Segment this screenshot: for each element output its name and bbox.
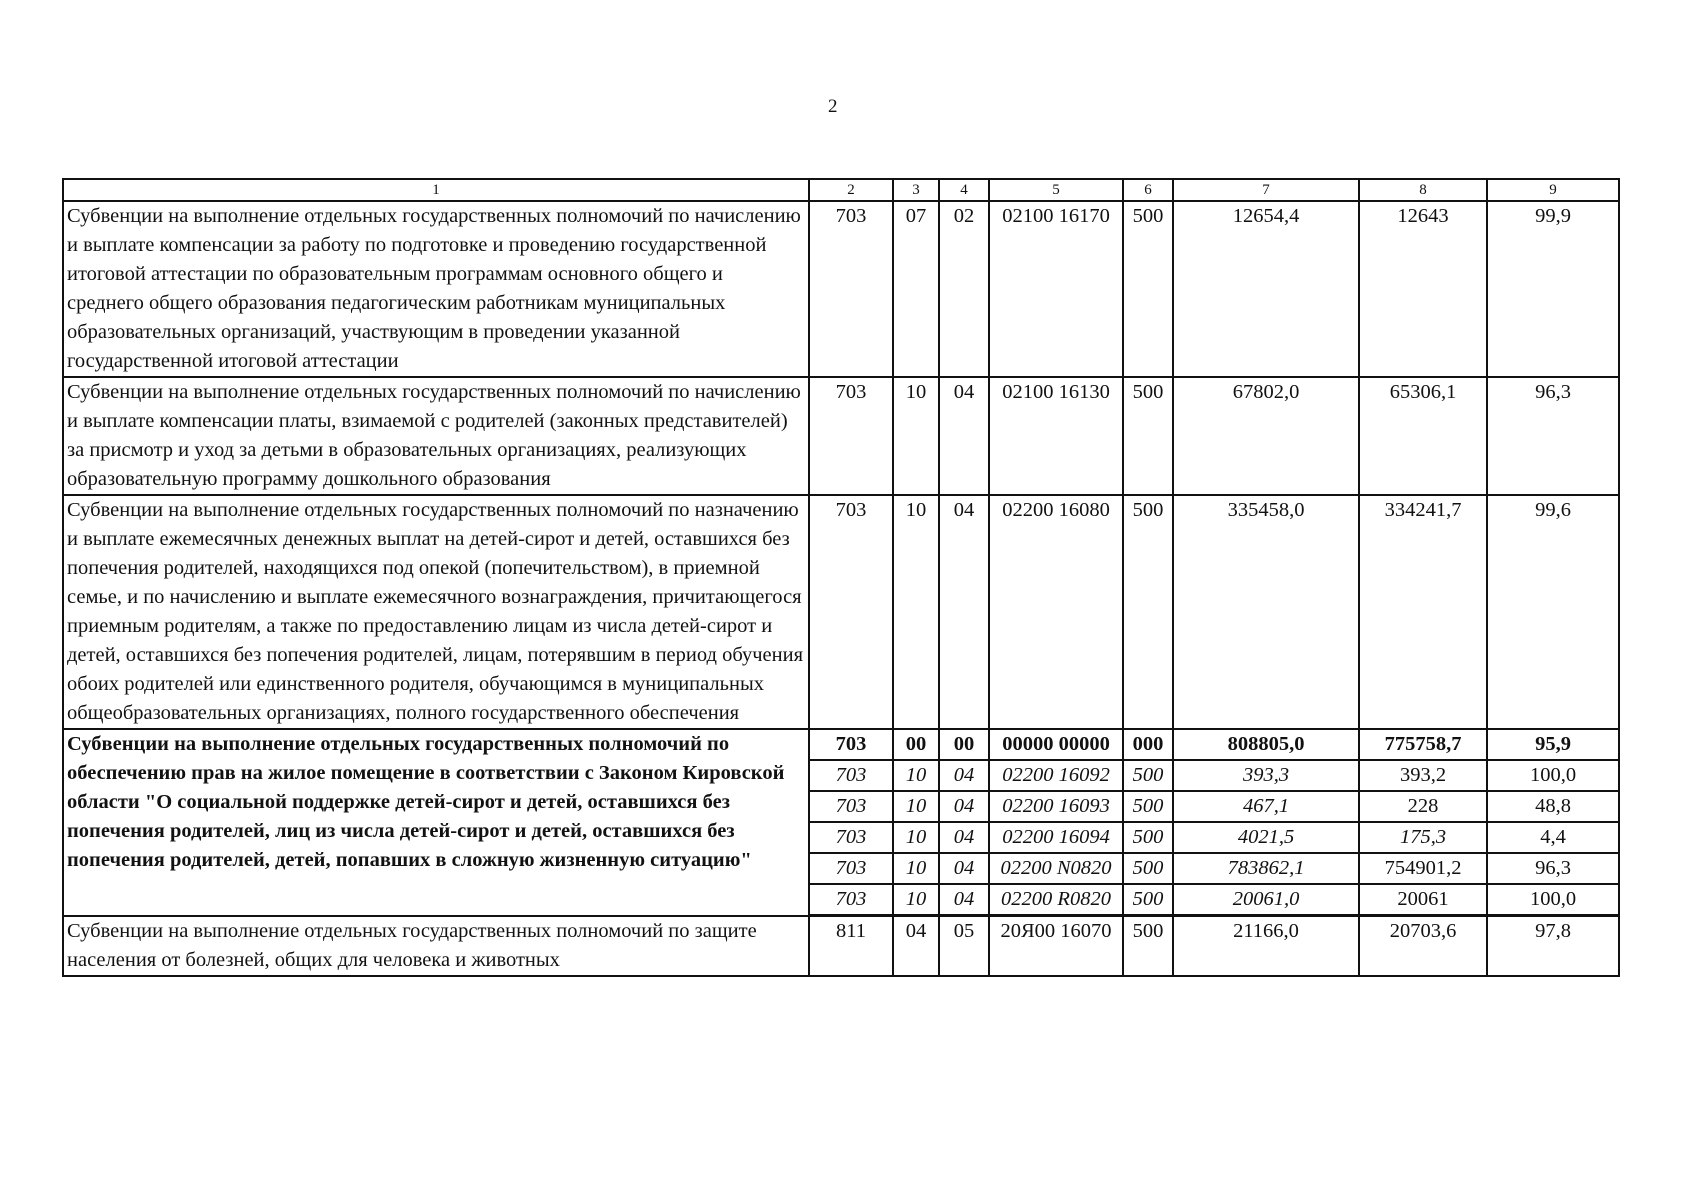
cell-subsection: 04 <box>939 884 989 916</box>
cell-target-article: 02200 16080 <box>989 495 1123 729</box>
cell-planned: 335458,0 <box>1173 495 1359 729</box>
cell-subsection: 00 <box>939 729 989 760</box>
cell-expense-type: 500 <box>1123 201 1173 377</box>
header-cell: 3 <box>893 179 939 201</box>
cell-executed: 20061 <box>1359 884 1487 916</box>
cell-target-article: 02200 N0820 <box>989 853 1123 884</box>
cell-percent: 4,4 <box>1487 822 1619 853</box>
cell-planned: 467,1 <box>1173 791 1359 822</box>
cell-section: 10 <box>893 495 939 729</box>
cell-percent: 99,6 <box>1487 495 1619 729</box>
cell-planned: 20061,0 <box>1173 884 1359 916</box>
budget-table <box>62 178 1620 977</box>
header-row <box>63 179 1619 201</box>
cell-executed: 65306,1 <box>1359 377 1487 495</box>
cell-percent: 96,3 <box>1487 377 1619 495</box>
cell-subsection: 04 <box>939 495 989 729</box>
cell-percent: 95,9 <box>1487 729 1619 760</box>
cell-subsection: 04 <box>939 760 989 791</box>
cell-expense-type: 500 <box>1123 791 1173 822</box>
cell-target-article: 02200 R0820 <box>989 884 1123 916</box>
table-row <box>63 916 1619 976</box>
cell-percent: 97,8 <box>1487 916 1619 976</box>
cell-ministry: 703 <box>809 729 893 760</box>
cell-section: 10 <box>893 884 939 916</box>
header-cell: 8 <box>1359 179 1487 201</box>
cell-executed: 175,3 <box>1359 822 1487 853</box>
cell-section: 07 <box>893 201 939 377</box>
cell-executed: 12643 <box>1359 201 1487 377</box>
cell-ministry: 703 <box>809 201 893 377</box>
header-cell: 5 <box>989 179 1123 201</box>
cell-expense-type: 000 <box>1123 729 1173 760</box>
cell-target-article: 00000 00000 <box>989 729 1123 760</box>
cell-ministry: 703 <box>809 884 893 916</box>
cell-executed: 754901,2 <box>1359 853 1487 884</box>
cell-percent: 48,8 <box>1487 791 1619 822</box>
row-description: Субвенции на выполнение отдельных государственных полномочий по назначению и выплате ежемесячных денежных выплат на детей-сирот и детей, оставшихся без попечения родителей, находящихся под опекой (попечительством), в приемной семье, и по начислению и выплате ежемесячного вознаграждения, причитающегося приемным родителям, а также по предоставлению лицам из числа детей-сирот и детей, оставшихся без попечения родителей, лицам, потерявшим в период обучения обоих родителей или единственного родителя, обучающимся в муниципальных общеобразовательных организациях, полного государственного обеспечения <box>63 495 809 729</box>
cell-percent: 100,0 <box>1487 760 1619 791</box>
cell-expense-type: 500 <box>1123 822 1173 853</box>
cell-subsection: 05 <box>939 916 989 976</box>
cell-expense-type: 500 <box>1123 884 1173 916</box>
cell-planned: 67802,0 <box>1173 377 1359 495</box>
cell-expense-type: 500 <box>1123 853 1173 884</box>
group-summary-row <box>63 729 1619 760</box>
cell-subsection: 02 <box>939 201 989 377</box>
row-description: Субвенции на выполнение отдельных государственных полномочий по начислению и выплате компенсации за работу по подготовке и проведению государственной итоговой аттестации по образовательным программам основного общего и среднего общего образования педагогическим работникам муниципальных образовательных организаций, участвующим в проведении указанной государственной итоговой аттестации <box>63 201 809 377</box>
header-cell: 1 <box>63 179 809 201</box>
cell-executed: 20703,6 <box>1359 916 1487 976</box>
cell-expense-type: 500 <box>1123 377 1173 495</box>
cell-ministry: 703 <box>809 822 893 853</box>
table-row <box>63 201 1619 377</box>
cell-expense-type: 500 <box>1123 495 1173 729</box>
cell-ministry: 703 <box>809 495 893 729</box>
cell-planned: 12654,4 <box>1173 201 1359 377</box>
page-number: 2 <box>828 96 838 117</box>
cell-percent: 96,3 <box>1487 853 1619 884</box>
header-cell: 7 <box>1173 179 1359 201</box>
cell-subsection: 04 <box>939 822 989 853</box>
cell-percent: 100,0 <box>1487 884 1619 916</box>
header-cell: 9 <box>1487 179 1619 201</box>
cell-target-article: 02200 16093 <box>989 791 1123 822</box>
cell-ministry: 703 <box>809 791 893 822</box>
cell-executed: 775758,7 <box>1359 729 1487 760</box>
cell-planned: 21166,0 <box>1173 916 1359 976</box>
table-row <box>63 495 1619 729</box>
cell-subsection: 04 <box>939 853 989 884</box>
cell-subsection: 04 <box>939 377 989 495</box>
cell-subsection: 04 <box>939 791 989 822</box>
cell-section: 10 <box>893 853 939 884</box>
header-cell: 2 <box>809 179 893 201</box>
cell-section: 04 <box>893 916 939 976</box>
cell-percent: 99,9 <box>1487 201 1619 377</box>
cell-section: 10 <box>893 760 939 791</box>
cell-planned: 808805,0 <box>1173 729 1359 760</box>
cell-section: 10 <box>893 822 939 853</box>
cell-planned: 4021,5 <box>1173 822 1359 853</box>
cell-target-article: 02200 16094 <box>989 822 1123 853</box>
header-cell: 6 <box>1123 179 1173 201</box>
cell-target-article: 20Я00 16070 <box>989 916 1123 976</box>
cell-expense-type: 500 <box>1123 760 1173 791</box>
cell-section: 10 <box>893 377 939 495</box>
cell-ministry: 703 <box>809 853 893 884</box>
cell-expense-type: 500 <box>1123 916 1173 976</box>
cell-planned: 393,3 <box>1173 760 1359 791</box>
cell-executed: 334241,7 <box>1359 495 1487 729</box>
table-row <box>63 377 1619 495</box>
cell-planned: 783862,1 <box>1173 853 1359 884</box>
cell-executed: 393,2 <box>1359 760 1487 791</box>
cell-ministry: 811 <box>809 916 893 976</box>
cell-ministry: 703 <box>809 377 893 495</box>
cell-target-article: 02200 16092 <box>989 760 1123 791</box>
cell-ministry: 703 <box>809 760 893 791</box>
cell-section: 10 <box>893 791 939 822</box>
row-description: Субвенции на выполнение отдельных государственных полномочий по защите населения от болезней, общих для человека и животных <box>63 916 809 976</box>
cell-section: 00 <box>893 729 939 760</box>
group-description: Субвенции на выполнение отдельных государственных полномочий по обеспечению прав на жилое помещение в соответствии с Законом Кировской области "О социальной поддержке детей-сирот и детей, оставшихся без попечения родителей, лиц из числа детей-сирот и детей, оставшихся без попечения родителей, детей, попавших в сложную жизненную ситуацию" <box>63 729 809 916</box>
cell-target-article: 02100 16170 <box>989 201 1123 377</box>
cell-target-article: 02100 16130 <box>989 377 1123 495</box>
header-cell: 4 <box>939 179 989 201</box>
row-description: Субвенции на выполнение отдельных государственных полномочий по начислению и выплате компенсации платы, взимаемой с родителей (законных представителей) за присмотр и уход за детьми в образовательных организациях, реализующих образовательную программу дошкольного образования <box>63 377 809 495</box>
cell-executed: 228 <box>1359 791 1487 822</box>
